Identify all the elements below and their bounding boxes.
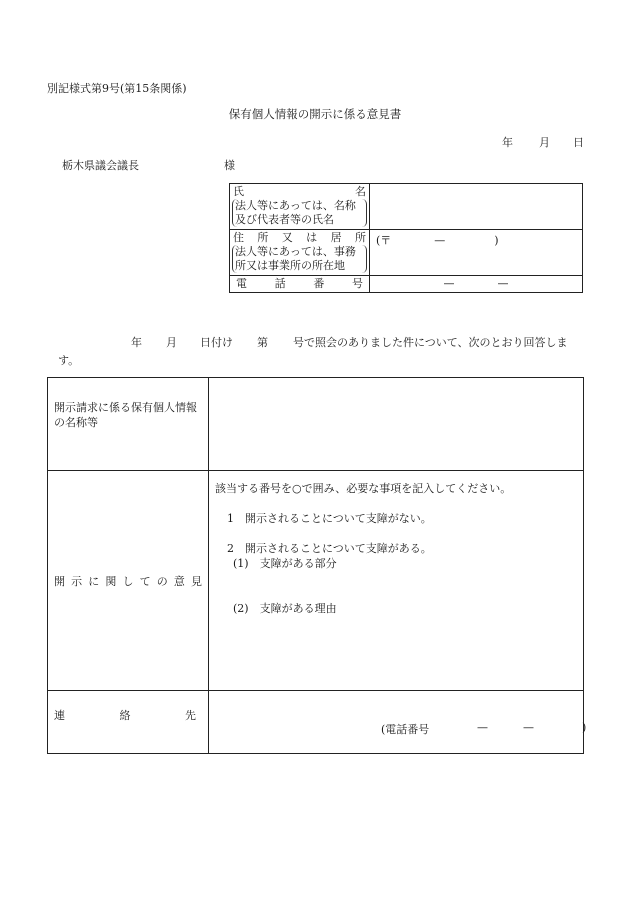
opinion-label-char: 意 [173, 574, 185, 588]
contact-label-char: 先 [185, 709, 196, 722]
info-name-row [48, 378, 584, 471]
reply-sentence-end: す。 [58, 354, 80, 367]
contact-label-cell [48, 691, 209, 754]
phone-label-char: 話 [274, 277, 286, 290]
option-2[interactable]: 2 開示されることについて支障がある。 [227, 542, 432, 555]
sub-option-1: (1) 支障がある部分 [233, 557, 337, 570]
opinion-label-char: 示 [71, 574, 83, 588]
contact-row [48, 691, 584, 754]
opinion-label-char: に [88, 574, 100, 588]
address-label-char: 所 [257, 231, 269, 244]
date-day: 日 [573, 136, 584, 149]
address-label-char: 居 [330, 231, 342, 244]
reply-text: 号で照会のありました件について、次のとおり回答しま [293, 336, 568, 349]
date-month: 月 [539, 136, 550, 149]
postal-close: ) [494, 234, 499, 247]
option-1[interactable]: 1 開示されることについて支障がない。 [227, 512, 432, 525]
phone-label-char: 電 [236, 277, 247, 290]
address-field[interactable] [370, 230, 583, 276]
phone-label-cell [230, 276, 370, 293]
honorific: 様 [224, 159, 235, 172]
contact-dash-1: — [477, 721, 488, 734]
form-number: 別記様式第9号(第15条関係) [47, 82, 187, 95]
postal-dash: — [434, 234, 446, 247]
info-name-label: 開示請求に係る保有個人情報の名称等 [48, 378, 209, 471]
opinion-label-cell [48, 471, 209, 691]
opinion-label-char: て [139, 574, 151, 588]
phone-dash-2: — [497, 277, 509, 290]
opinion-table [47, 377, 587, 754]
name-field[interactable] [370, 184, 583, 230]
addressee: 栃木県議会議長 [62, 159, 139, 172]
reply-number-prefix: 第 [257, 336, 268, 349]
phone-row [230, 276, 583, 293]
name-label-1: 氏 [233, 185, 244, 198]
phone-label-char: 号 [351, 277, 363, 290]
instruction-text: 該当する番号を○で囲み、必要な事項を記入してください。 [215, 482, 512, 495]
postal-open: (〒 [376, 234, 392, 247]
phone-field[interactable] [370, 276, 583, 293]
contact-phone-label: (電話番号 [381, 723, 430, 736]
reply-day-dated: 日付け [200, 336, 233, 349]
contact-field[interactable] [209, 691, 587, 754]
opinion-label-char: し [122, 574, 134, 588]
address-label-char: 又 [281, 231, 293, 244]
address-label-char: 住 [233, 231, 244, 244]
reply-month: 月 [166, 336, 177, 349]
name-note: 法人等にあっては、名称及び代表者等の氏名 [232, 199, 367, 227]
opinion-field[interactable] [209, 471, 584, 691]
opinion-row [48, 471, 584, 691]
info-name-field[interactable] [209, 378, 584, 471]
address-label-cell [230, 230, 370, 276]
address-label-char: 所 [354, 231, 366, 244]
contact-dash-2: — [523, 721, 534, 734]
opinion-label-char: 見 [191, 574, 202, 588]
name-label-2: 名 [355, 185, 366, 198]
contact-close: ) [582, 721, 587, 734]
applicant-table [229, 183, 583, 293]
phone-label-char: 番 [313, 277, 325, 290]
page-title: 保有個人情報の開示に係る意見書 [228, 107, 402, 121]
address-label-char: は [306, 231, 318, 244]
phone-dash-1: — [443, 277, 455, 290]
address-row [230, 230, 583, 276]
opinion-label-char: 関 [105, 574, 117, 588]
opinion-label-char: 開 [54, 574, 65, 588]
contact-label-char: 連 [54, 709, 65, 722]
name-label-cell [230, 184, 370, 230]
sub-option-2: (2) 支障がある理由 [233, 602, 337, 615]
reply-year: 年 [131, 336, 142, 349]
name-row [230, 184, 583, 230]
date-year: 年 [502, 136, 513, 149]
address-note: 法人等にあっては、事務所又は事業所の所在地 [232, 245, 367, 273]
opinion-label-char: の [156, 574, 168, 588]
contact-label-char: 絡 [119, 709, 131, 722]
